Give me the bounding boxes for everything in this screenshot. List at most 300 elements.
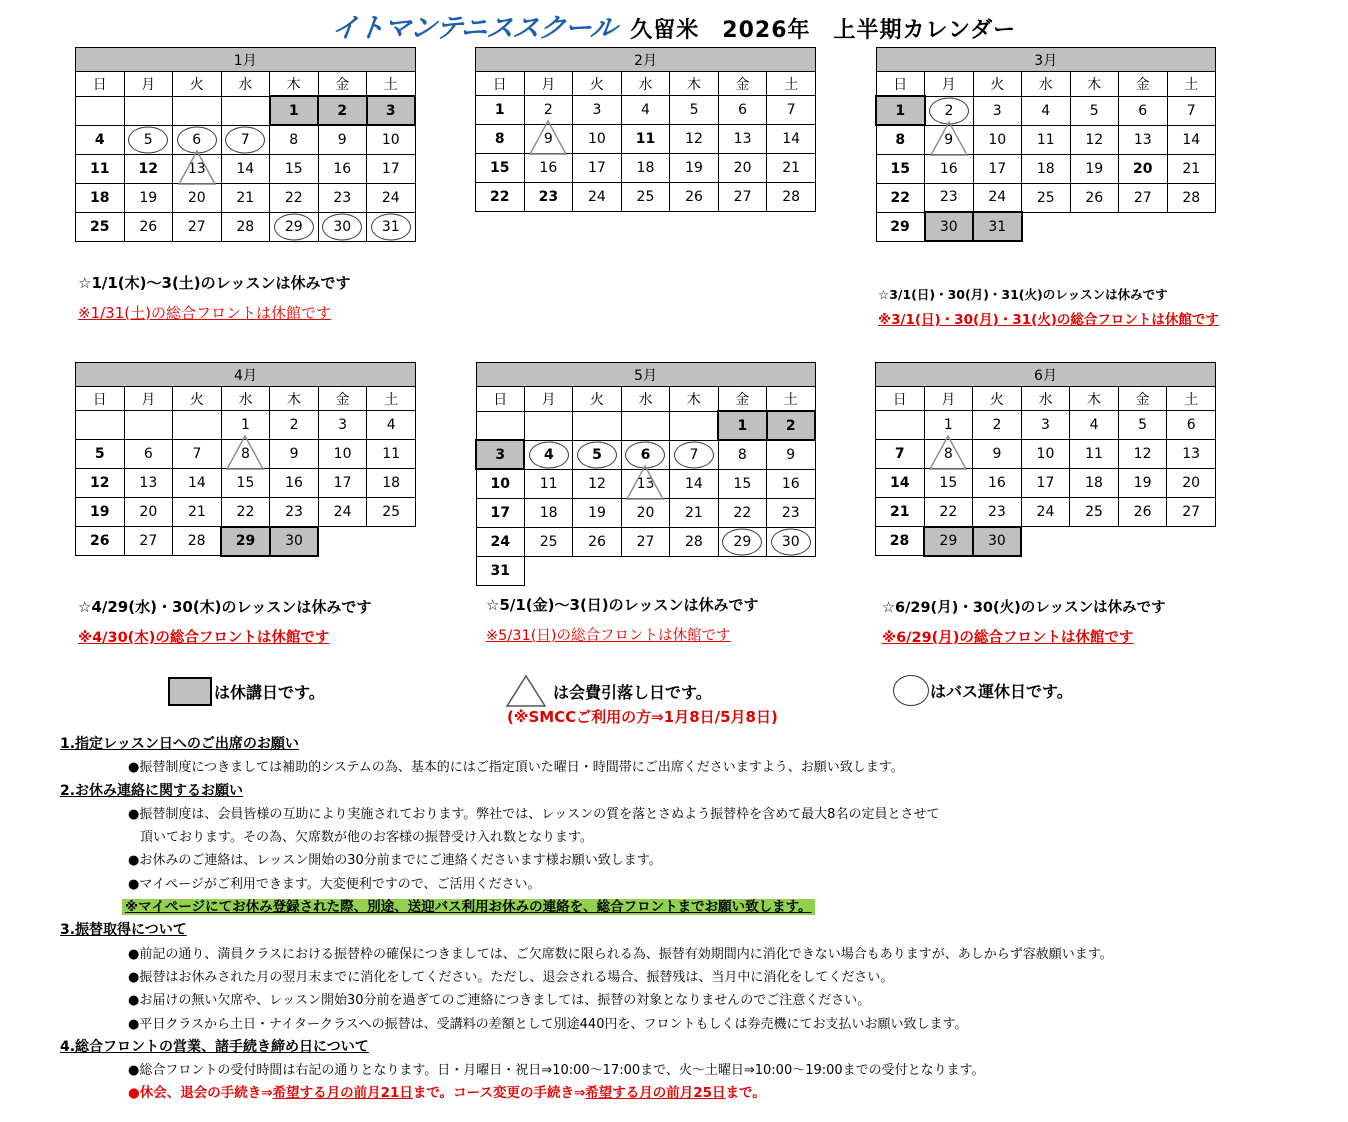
day-cell — [1167, 469, 1216, 498]
day-cell — [173, 125, 222, 154]
section-1-heading: 1.指定レッスン日へのご出席のお願い — [60, 736, 299, 752]
day-number: 23 — [781, 504, 800, 521]
weekday-header: 土 — [367, 387, 416, 411]
day-cell — [718, 469, 766, 498]
day-cell — [767, 154, 816, 183]
weekday-header: 水 — [1021, 387, 1070, 411]
day-cell — [270, 154, 319, 183]
day-cell — [573, 183, 622, 212]
day-cell — [318, 125, 367, 154]
day-number: 9 — [289, 446, 299, 462]
weekday-header: 金 — [1119, 72, 1168, 97]
weekday-header: 月 — [524, 72, 573, 96]
day-cell — [76, 440, 125, 469]
day-number: 26 — [90, 533, 110, 549]
day-number: 4 — [94, 131, 105, 148]
day-number: 3 — [385, 102, 396, 119]
day-number: 4 — [386, 417, 396, 433]
day-number: 6 — [640, 446, 651, 463]
day-number: 4 — [1041, 102, 1051, 119]
information-sections — [60, 733, 1348, 1106]
day-cell-empty — [76, 96, 125, 125]
day-cell — [173, 527, 222, 556]
day-number: 10 — [988, 131, 1007, 148]
day-cell — [670, 440, 718, 469]
day-number: 17 — [490, 504, 510, 521]
day-cell — [621, 125, 670, 154]
january-notes — [78, 272, 351, 323]
day-cell — [173, 440, 222, 469]
day-cell — [573, 498, 621, 527]
day-number: 13 — [1182, 446, 1201, 462]
calendar-february — [475, 47, 816, 212]
day-number: 29 — [939, 533, 958, 549]
day-number: 7 — [689, 446, 699, 463]
day-cell — [270, 440, 319, 469]
day-cell — [221, 212, 270, 241]
day-cell — [767, 527, 815, 556]
day-number: 28 — [236, 218, 255, 235]
day-number: 19 — [139, 189, 158, 206]
day-number: 20 — [187, 189, 206, 206]
day-number: 23 — [333, 189, 352, 206]
day-cell — [924, 498, 973, 527]
day-number: 7 — [240, 131, 250, 148]
deadline-text-1: ●休会、退会の手続き⇒ — [128, 1085, 273, 1102]
weekday-header: 月 — [924, 387, 973, 411]
day-cell — [270, 212, 319, 241]
day-number: 26 — [1133, 504, 1152, 520]
weekday-header: 水 — [1022, 72, 1071, 97]
day-cell — [767, 498, 815, 527]
day-cell — [670, 527, 718, 556]
day-cell — [173, 498, 222, 527]
day-number: 1 — [737, 417, 748, 434]
day-number: 12 — [1085, 131, 1104, 148]
deadline-date-2: 希望する月の前月25日 — [585, 1085, 726, 1102]
day-number: 29 — [890, 218, 910, 235]
day-number: 3 — [1041, 417, 1050, 433]
weekday-header: 月 — [524, 387, 572, 412]
day-cell — [367, 96, 416, 125]
day-number: 29 — [733, 533, 752, 550]
day-cell — [1021, 440, 1070, 469]
section-2-bullet-1-cont: 頂いております。その為、欠席数が他のお客様の振替受け入れ数となります。 — [140, 830, 593, 846]
day-number: 19 — [588, 504, 606, 521]
weekday-header: 金 — [318, 72, 367, 97]
day-number: 3 — [592, 102, 602, 118]
month-header: 6月 — [876, 363, 1216, 387]
day-cell — [876, 212, 925, 241]
day-cell — [270, 183, 319, 212]
weekday-header: 日 — [76, 72, 125, 97]
day-number: 2 — [944, 102, 954, 119]
april-notes — [78, 596, 371, 647]
legend-bus-label: はバス運休日です。 — [930, 682, 1073, 701]
day-cell — [476, 556, 524, 585]
day-cell-empty — [173, 411, 222, 440]
day-cell — [876, 469, 925, 498]
day-number: 5 — [1089, 102, 1099, 119]
day-number: 22 — [490, 189, 510, 205]
day-number: 28 — [1182, 189, 1201, 206]
weekday-header: 火 — [573, 387, 621, 412]
weekday-header: 土 — [1167, 387, 1216, 411]
day-cell — [318, 440, 367, 469]
day-cell — [718, 96, 767, 125]
day-cell — [318, 154, 367, 183]
day-cell — [718, 154, 767, 183]
day-number: 30 — [987, 533, 1006, 549]
day-number: 24 — [988, 189, 1007, 206]
day-cell — [718, 498, 766, 527]
day-cell — [718, 527, 766, 556]
day-cell — [1022, 125, 1071, 154]
day-cell-empty — [670, 411, 718, 440]
weekday-header: 火 — [973, 72, 1022, 97]
weekday-header: 日 — [76, 387, 125, 411]
day-number: 7 — [786, 102, 796, 118]
january-lesson-closed-note: ☆1/1(木)～3(土)のレッスンは休みです — [78, 274, 351, 292]
day-cell — [221, 183, 270, 212]
day-number: 16 — [987, 475, 1006, 491]
day-cell — [1021, 469, 1070, 498]
weekday-header: 金 — [718, 72, 767, 96]
day-number: 5 — [592, 446, 602, 463]
day-number: 23 — [285, 503, 303, 520]
day-cell — [318, 183, 367, 212]
section-4-bullet-1: ●総合フロントの受付時間は右記の通りとなります。日・月曜日・祝日⇒10:00～17:00まで、火～土曜日⇒10:00～19:00までの受付となります。 — [128, 1063, 985, 1079]
day-number: 19 — [685, 160, 703, 176]
day-cell — [973, 498, 1022, 527]
legend — [0, 674, 1348, 734]
day-number: 14 — [236, 160, 255, 177]
day-cell — [318, 212, 367, 241]
day-number: 13 — [1133, 131, 1152, 148]
day-cell — [876, 96, 925, 125]
weekday-header: 月 — [124, 387, 173, 411]
day-number: 8 — [241, 446, 250, 462]
day-number: 22 — [939, 503, 958, 520]
day-cell — [270, 498, 319, 527]
day-cell — [76, 212, 125, 241]
day-number: 8 — [494, 131, 505, 147]
calendar-march — [875, 47, 1216, 242]
day-cell — [1070, 183, 1119, 212]
day-cell — [367, 498, 416, 527]
day-number: 9 — [337, 131, 347, 148]
day-cell — [924, 440, 973, 469]
day-cell — [621, 527, 669, 556]
day-cell — [973, 96, 1022, 125]
day-cell — [573, 154, 622, 183]
weekday-header: 木 — [1070, 387, 1119, 411]
weekday-header: 月 — [124, 72, 173, 97]
legend-closed-day — [168, 677, 325, 706]
closed-day-swatch-icon — [168, 677, 212, 706]
day-cell — [718, 125, 767, 154]
day-cell-empty — [476, 411, 524, 440]
day-number: 12 — [588, 475, 606, 492]
day-number: 8 — [895, 131, 906, 148]
day-number: 10 — [587, 131, 606, 147]
month-header: 1月 — [76, 48, 416, 72]
section-2-bullet-2: ●お休みのご連絡は、レッスン開始の30分前までにご連絡くださいます様お願い致します。 — [128, 853, 662, 869]
day-number: 18 — [539, 504, 558, 521]
deadline-date-1: 希望する月の前月21日 — [272, 1085, 413, 1102]
day-number: 18 — [1036, 160, 1055, 177]
calendar-table-1月 — [75, 47, 416, 242]
day-number: 18 — [1085, 475, 1103, 491]
day-number: 6 — [192, 131, 202, 148]
day-number: 6 — [738, 102, 748, 118]
section-4-heading: 4.総合フロントの営業、諸手続き締め日について — [60, 1038, 369, 1055]
day-cell-empty — [876, 411, 925, 440]
day-number: 10 — [333, 446, 352, 462]
day-cell — [1167, 125, 1216, 154]
day-number: 18 — [382, 475, 401, 491]
day-cell — [476, 183, 525, 212]
day-cell — [876, 125, 925, 154]
day-cell — [124, 183, 173, 212]
day-cell — [573, 96, 622, 125]
day-cell — [924, 411, 973, 440]
section-2-highlight-row — [60, 896, 1348, 919]
day-cell — [973, 183, 1022, 212]
day-cell — [670, 498, 718, 527]
day-cell — [221, 154, 270, 183]
day-cell — [1167, 183, 1216, 212]
day-cell-empty — [524, 411, 572, 440]
day-number: 1 — [241, 417, 250, 433]
day-number: 13 — [187, 160, 206, 177]
day-number: 24 — [381, 189, 400, 206]
day-number: 17 — [1036, 475, 1055, 491]
legend-fee-withdrawal — [505, 674, 778, 726]
day-number: 15 — [284, 160, 303, 177]
day-number: 5 — [689, 102, 699, 118]
day-cell — [476, 469, 524, 498]
day-number: 11 — [539, 475, 558, 492]
day-cell — [367, 469, 416, 498]
itoman-tennis-school-logo: イトマンテニススクール — [329, 13, 618, 44]
day-cell — [925, 212, 974, 241]
day-cell — [476, 527, 524, 556]
day-number: 18 — [90, 189, 110, 206]
day-cell — [1070, 469, 1119, 498]
march-front-closed-note: ※3/1(日)・30(月)・31(火)の総合フロントは休館です — [878, 312, 1219, 328]
may-front-closed-note: ※5/31(日)の総合フロントは休館です — [486, 628, 731, 644]
june-lesson-closed-note: ☆6/29(月)・30(火)のレッスンは休みです — [882, 600, 1166, 616]
day-cell — [476, 498, 524, 527]
day-cell — [1167, 440, 1216, 469]
day-number: 22 — [733, 504, 752, 521]
day-number: 24 — [587, 189, 606, 205]
calendar-april — [75, 362, 416, 557]
day-number: 31 — [988, 218, 1007, 235]
day-cell — [1167, 154, 1216, 183]
day-number: 5 — [94, 446, 105, 462]
day-number: 27 — [1133, 189, 1152, 206]
day-cell — [573, 125, 622, 154]
day-cell — [1070, 125, 1119, 154]
weekday-header: 金 — [318, 387, 367, 411]
day-number: 5 — [1138, 417, 1148, 433]
day-cell — [1022, 96, 1071, 125]
weekday-header: 木 — [1070, 72, 1119, 97]
day-cell — [1022, 154, 1071, 183]
day-cell — [767, 440, 815, 469]
day-cell — [270, 96, 319, 125]
day-cell — [1119, 125, 1168, 154]
day-cell-empty — [573, 411, 621, 440]
day-cell — [876, 183, 925, 212]
day-cell — [367, 154, 416, 183]
day-cell — [1070, 96, 1119, 125]
day-number: 25 — [539, 533, 558, 550]
day-number: 16 — [285, 475, 303, 491]
day-number: 17 — [587, 160, 606, 176]
march-notes — [878, 285, 1219, 328]
day-cell — [621, 440, 669, 469]
day-cell — [124, 498, 173, 527]
section-1-bullet-1: ●振替制度につきましては補助的システムの為、基本的にはご指定頂いた曜日・時間帯にご出席くださいますよう、お願い致します。 — [128, 760, 904, 776]
day-number: 30 — [939, 218, 958, 235]
day-number: 30 — [781, 533, 800, 550]
day-number: 13 — [139, 475, 158, 491]
day-number: 2 — [992, 417, 1002, 433]
day-cell — [1167, 411, 1216, 440]
day-number: 19 — [90, 504, 110, 520]
day-number: 29 — [235, 533, 256, 549]
day-number: 6 — [1186, 417, 1196, 433]
day-number: 7 — [1186, 102, 1196, 119]
day-cell — [124, 154, 173, 183]
day-cell — [1119, 96, 1168, 125]
day-number: 21 — [684, 504, 703, 521]
day-cell — [1118, 498, 1167, 527]
day-number: 20 — [139, 504, 158, 520]
day-number: 24 — [1036, 504, 1055, 520]
day-cell — [221, 440, 270, 469]
day-number: 30 — [333, 218, 352, 235]
day-cell — [767, 125, 816, 154]
day-cell — [76, 154, 125, 183]
month-header: 2月 — [476, 48, 816, 72]
day-cell — [318, 469, 367, 498]
section-4-deadline-note — [60, 1082, 1348, 1105]
day-number: 14 — [187, 475, 206, 491]
day-cell — [524, 183, 573, 212]
day-number: 25 — [1085, 504, 1103, 520]
day-number: 26 — [685, 189, 703, 205]
day-number: 2 — [337, 102, 348, 119]
day-cell — [76, 527, 125, 556]
day-cell — [221, 469, 270, 498]
day-cell — [173, 154, 222, 183]
section-3-heading: 3.振替取得について — [60, 922, 187, 939]
day-number: 19 — [1133, 475, 1152, 491]
day-cell — [767, 469, 815, 498]
weekday-header: 火 — [973, 387, 1022, 411]
day-number: 27 — [733, 189, 752, 205]
day-cell — [270, 125, 319, 154]
day-cell — [124, 469, 173, 498]
day-number: 5 — [143, 131, 153, 148]
day-number: 10 — [490, 475, 510, 492]
day-cell-empty — [173, 96, 222, 125]
day-number: 6 — [1138, 102, 1148, 119]
day-number: 16 — [781, 475, 800, 492]
day-cell — [670, 154, 719, 183]
day-number: 31 — [381, 218, 400, 235]
day-cell — [924, 527, 973, 556]
day-number: 3 — [495, 446, 506, 463]
day-cell — [973, 212, 1022, 241]
day-number: 28 — [187, 533, 206, 549]
day-cell — [124, 125, 173, 154]
calendar-table-3月 — [875, 47, 1216, 242]
day-cell — [221, 411, 270, 440]
day-cell — [318, 96, 367, 125]
weekday-header: 日 — [876, 387, 925, 411]
day-cell — [476, 125, 525, 154]
weekday-header: 木 — [670, 387, 718, 412]
april-front-closed-note: ※4/30(木)の総合フロントは休館です — [78, 630, 330, 646]
day-cell — [573, 440, 621, 469]
day-number: 6 — [143, 446, 153, 462]
weekday-header: 土 — [1167, 72, 1216, 97]
weekday-header: 土 — [767, 72, 816, 96]
day-cell — [1021, 498, 1070, 527]
day-cell — [76, 125, 125, 154]
section-3-bullet-3: ●お届けの無い欠席や、レッスン開始30分前を過ぎてのご連絡につきましては、振替の対象となりませんのでご注意ください。 — [128, 993, 871, 1009]
day-number: 8 — [943, 446, 953, 462]
day-cell — [924, 469, 973, 498]
day-number: 20 — [1133, 160, 1153, 177]
day-number: 23 — [939, 189, 958, 206]
day-cell — [524, 125, 573, 154]
weekday-header: 水 — [621, 72, 670, 96]
day-number: 17 — [988, 160, 1007, 177]
day-number: 21 — [890, 504, 910, 520]
day-cell — [1118, 440, 1167, 469]
day-number: 17 — [333, 475, 352, 491]
calendar-june — [875, 362, 1216, 557]
day-cell — [367, 212, 416, 241]
day-cell — [767, 411, 815, 440]
day-number: 1 — [943, 417, 953, 433]
circle-icon — [893, 675, 929, 706]
day-cell — [876, 498, 925, 527]
day-cell — [173, 469, 222, 498]
day-cell — [76, 469, 125, 498]
calendar-table-4月 — [75, 362, 416, 557]
day-cell — [1118, 411, 1167, 440]
day-number: 8 — [289, 131, 299, 148]
day-number: 9 — [543, 131, 553, 147]
day-cell — [270, 411, 319, 440]
day-cell — [621, 469, 669, 498]
day-cell — [1167, 96, 1216, 125]
day-number: 21 — [236, 189, 255, 206]
day-cell — [718, 411, 766, 440]
day-cell — [767, 183, 816, 212]
legend-bus-holiday — [893, 675, 1073, 706]
weekday-header: 日 — [476, 72, 525, 96]
day-cell — [670, 96, 719, 125]
day-number: 7 — [894, 446, 905, 462]
